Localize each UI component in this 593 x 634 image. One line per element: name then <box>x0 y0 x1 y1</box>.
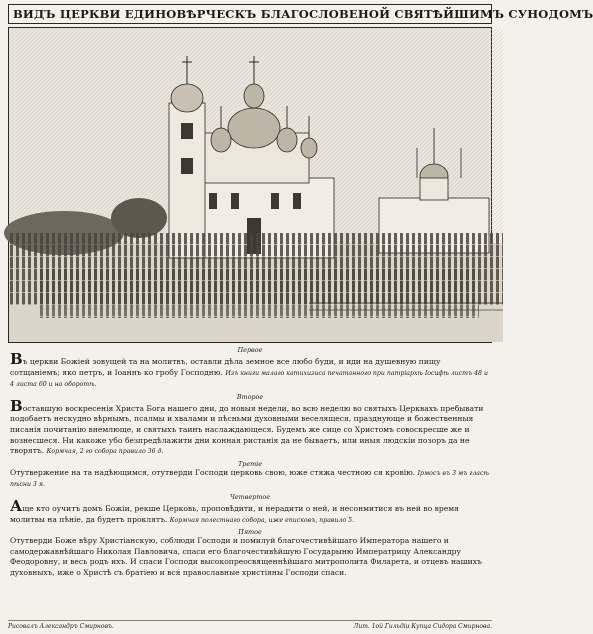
section-fourth <box>10 494 490 526</box>
church-engraving <box>8 27 492 343</box>
section-body: оставшую воскресенія Христа Бога нашего дни, до новыя недели, во всю неделю во святыхъ Церквахъ пребывати подобаетъ нескудно вѣрнымъ, псалмы и хвалами и пѣсньми духовными веселящеся, празднующе и божественныя писанія почитанію внемлюще, и святыхъ таинъ наслаждающеся. Будемъ же сице со Христомъ совоскресше же и вознесшеся. Ни какоже убо безпредѣлажити дни конная ристанія да не бываетъ, или иныя людскіи позоръ да не творятъ. <box>10 403 484 456</box>
section-heading: Четвертое <box>229 492 271 501</box>
section-body: Отутвержение на та надѣющимся, отутверди Господи церковь свою, юже стяжа честною ся кровію. <box>10 467 416 477</box>
section-heading: Первое <box>237 346 263 354</box>
section-reference: Изъ книги малаго катихизиса печатанного при патріархѣ Іосифѣ листъ 48 и 4 листа 60 и на оборотѣ. <box>10 369 488 389</box>
printer-credit: Лит. 1ой Гильдіи Купца Сидора Смирнова. <box>353 623 492 630</box>
section-reference: Ірмосъ въ 3 мъ гласѣ пѣсни 3 я. <box>10 469 489 489</box>
artist-credit: Рисовалъ Александръ Смирновъ. <box>8 623 114 630</box>
section-third <box>10 461 490 491</box>
section-fifth <box>10 529 490 578</box>
section-body: ъ церкви Божіей зовущей та на молитвъ, оставли дѣла земное все любо буди, и иди на душевную пищу сотщаніемъ; яко петръ, и Іоаннъ ко гробу Господню. <box>10 357 441 377</box>
section-heading: Пятое <box>238 528 262 537</box>
section-reference: Кормчая полестнаго собора, иже еписковъ, правило 5. <box>169 516 355 524</box>
drop-initial: В <box>10 396 23 415</box>
section-reference: Кормчая, 2 го собора правило 36 д. <box>46 448 164 456</box>
section-body: Отутверди Боже вѣру Христіанскую, соблюди Господи и помилуй благочестивѣйшаго Императора нашего и самодержавнѣйшаго Николая Павловича, спаси его благочестивѣйшую Государыню Императрицу Александру Феодоровну, и весь родъ ихъ. И спаси Господи высокопреосвященнѣйшаго митрополита Филарета, и отцевъ нашихъ духовныхъ, иже о Христѣ съ братіею и вся православные христіяны Господи спаси. <box>10 536 482 577</box>
inscription-text <box>10 347 490 579</box>
church-illustration <box>9 28 503 342</box>
print-footer <box>8 620 492 630</box>
drop-initial: В <box>10 350 23 368</box>
section-heading: Третіе <box>237 459 263 468</box>
section-body: ще кто оучитъ домъ Божіи, рекше Церковь, проповѣдити, и нерадити о ней, и несонмитися въ ней во время молитвы на пѣніе, да будетъ проклятъ. <box>10 503 459 524</box>
section-first <box>10 347 490 391</box>
section-heading: Второе <box>236 392 264 401</box>
print-title: ВИДЪ ЦЕРКВИ ЕДИНОВѢРЧЕСКЪ БЛАГОСЛОВЕНОЙ СВЯТѢЙШИМЪ СУНОДОМЪ <box>8 4 492 24</box>
section-second <box>10 394 490 458</box>
drop-initial: А <box>10 496 23 515</box>
